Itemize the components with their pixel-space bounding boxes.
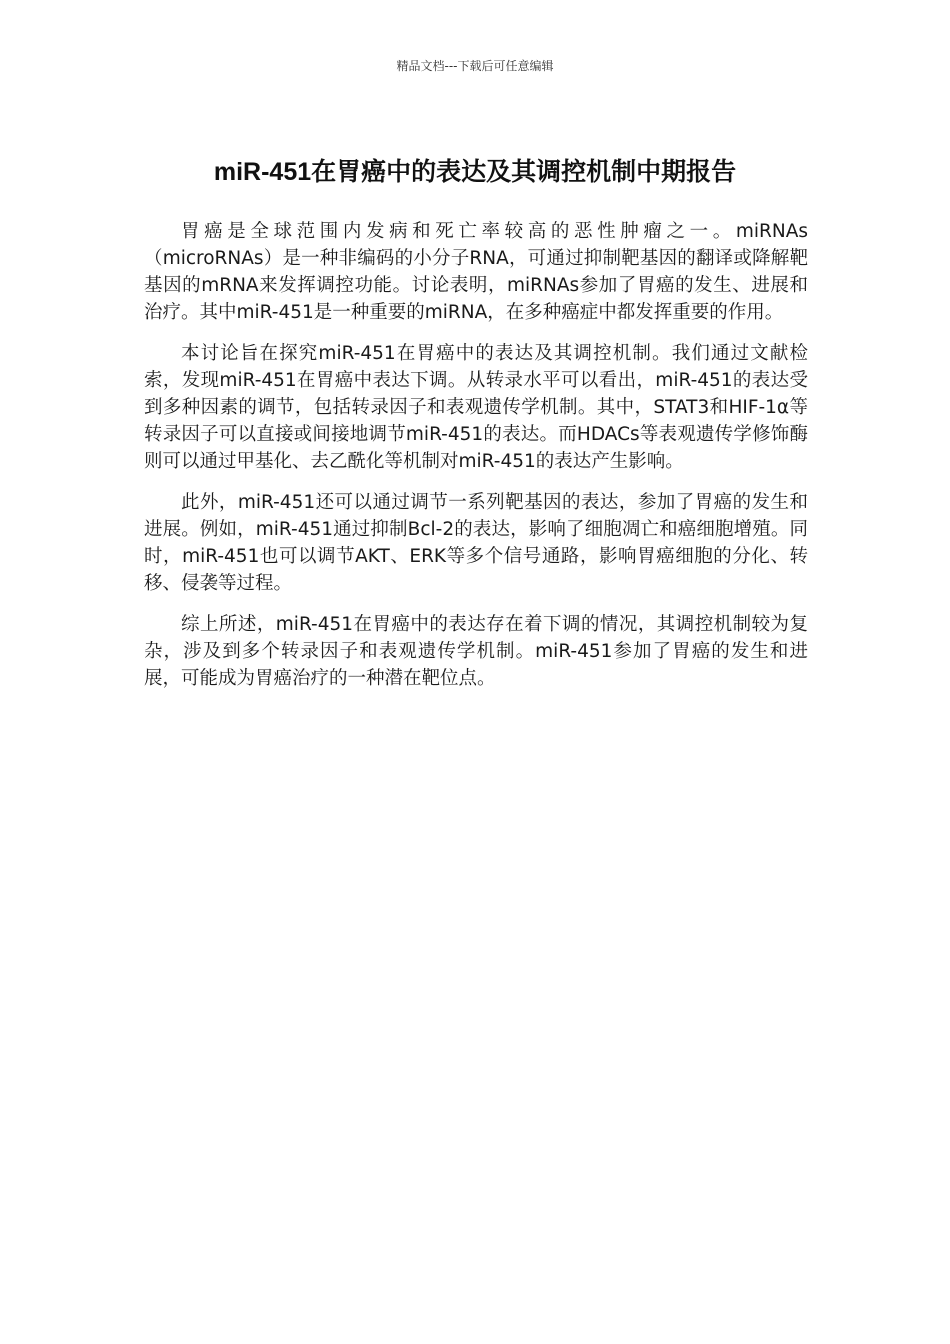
document-title: miR-451在胃癌中的表达及其调控机制中期报告 [213, 157, 737, 186]
paragraph-targets: 此外，miR-451还可以通过调节一系列靶基因的表达，参加了胃癌的发生和进展。例如，miR-451通过抑制Bcl-2的表达，影响了细胞凋亡和癌细胞增殖。同时，miR-451也可以调节AKT、ERK等多个信号通路，影响胃癌细胞的分化、转移、侵袭等过程。 [144, 492, 808, 594]
paragraph-regulation: 本讨论旨在探究miR-451在胃癌中的表达及其调控机制。我们通过文献检索，发现miR-451在胃癌中表达下调。从转录水平可以看出，miR-451的表达受到多种因素的调节，包括转录因子和表观遗传学机制。其中，STAT3和HIF-1α等转录因子可以直接或间接地调节miR-451的表达。而HDACs等表观遗传学修饰酶则可以通过甲基化、去乙酰化等机制对miR-451的表达产生影响。 [144, 343, 808, 472]
page-header-watermark: 精品文档---下载后可任意编辑 [396, 59, 554, 73]
paragraph-intro: 胃癌是全球范围内发病和死亡率较高的恶性肿瘤之一。miRNAs（microRNAs）是一种非编码的小分子RNA，可通过抑制靶基因的翻译或降解靶基因的mRNA来发挥调控功能。讨论表明，miRNAs参加了胃癌的发生、进展和治疗。其中miR-451是一种重要的miRNA，在多种癌症中都发挥重要的作用。 [144, 221, 808, 323]
document-body [144, 218, 808, 706]
paragraph-conclusion: 综上所述，miR-451在胃癌中的表达存在着下调的情况，其调控机制较为复杂，涉及到多个转录因子和表观遗传学机制。miR-451参加了胃癌的发生和进展，可能成为胃癌治疗的一种潜在靶位点。 [144, 614, 808, 689]
